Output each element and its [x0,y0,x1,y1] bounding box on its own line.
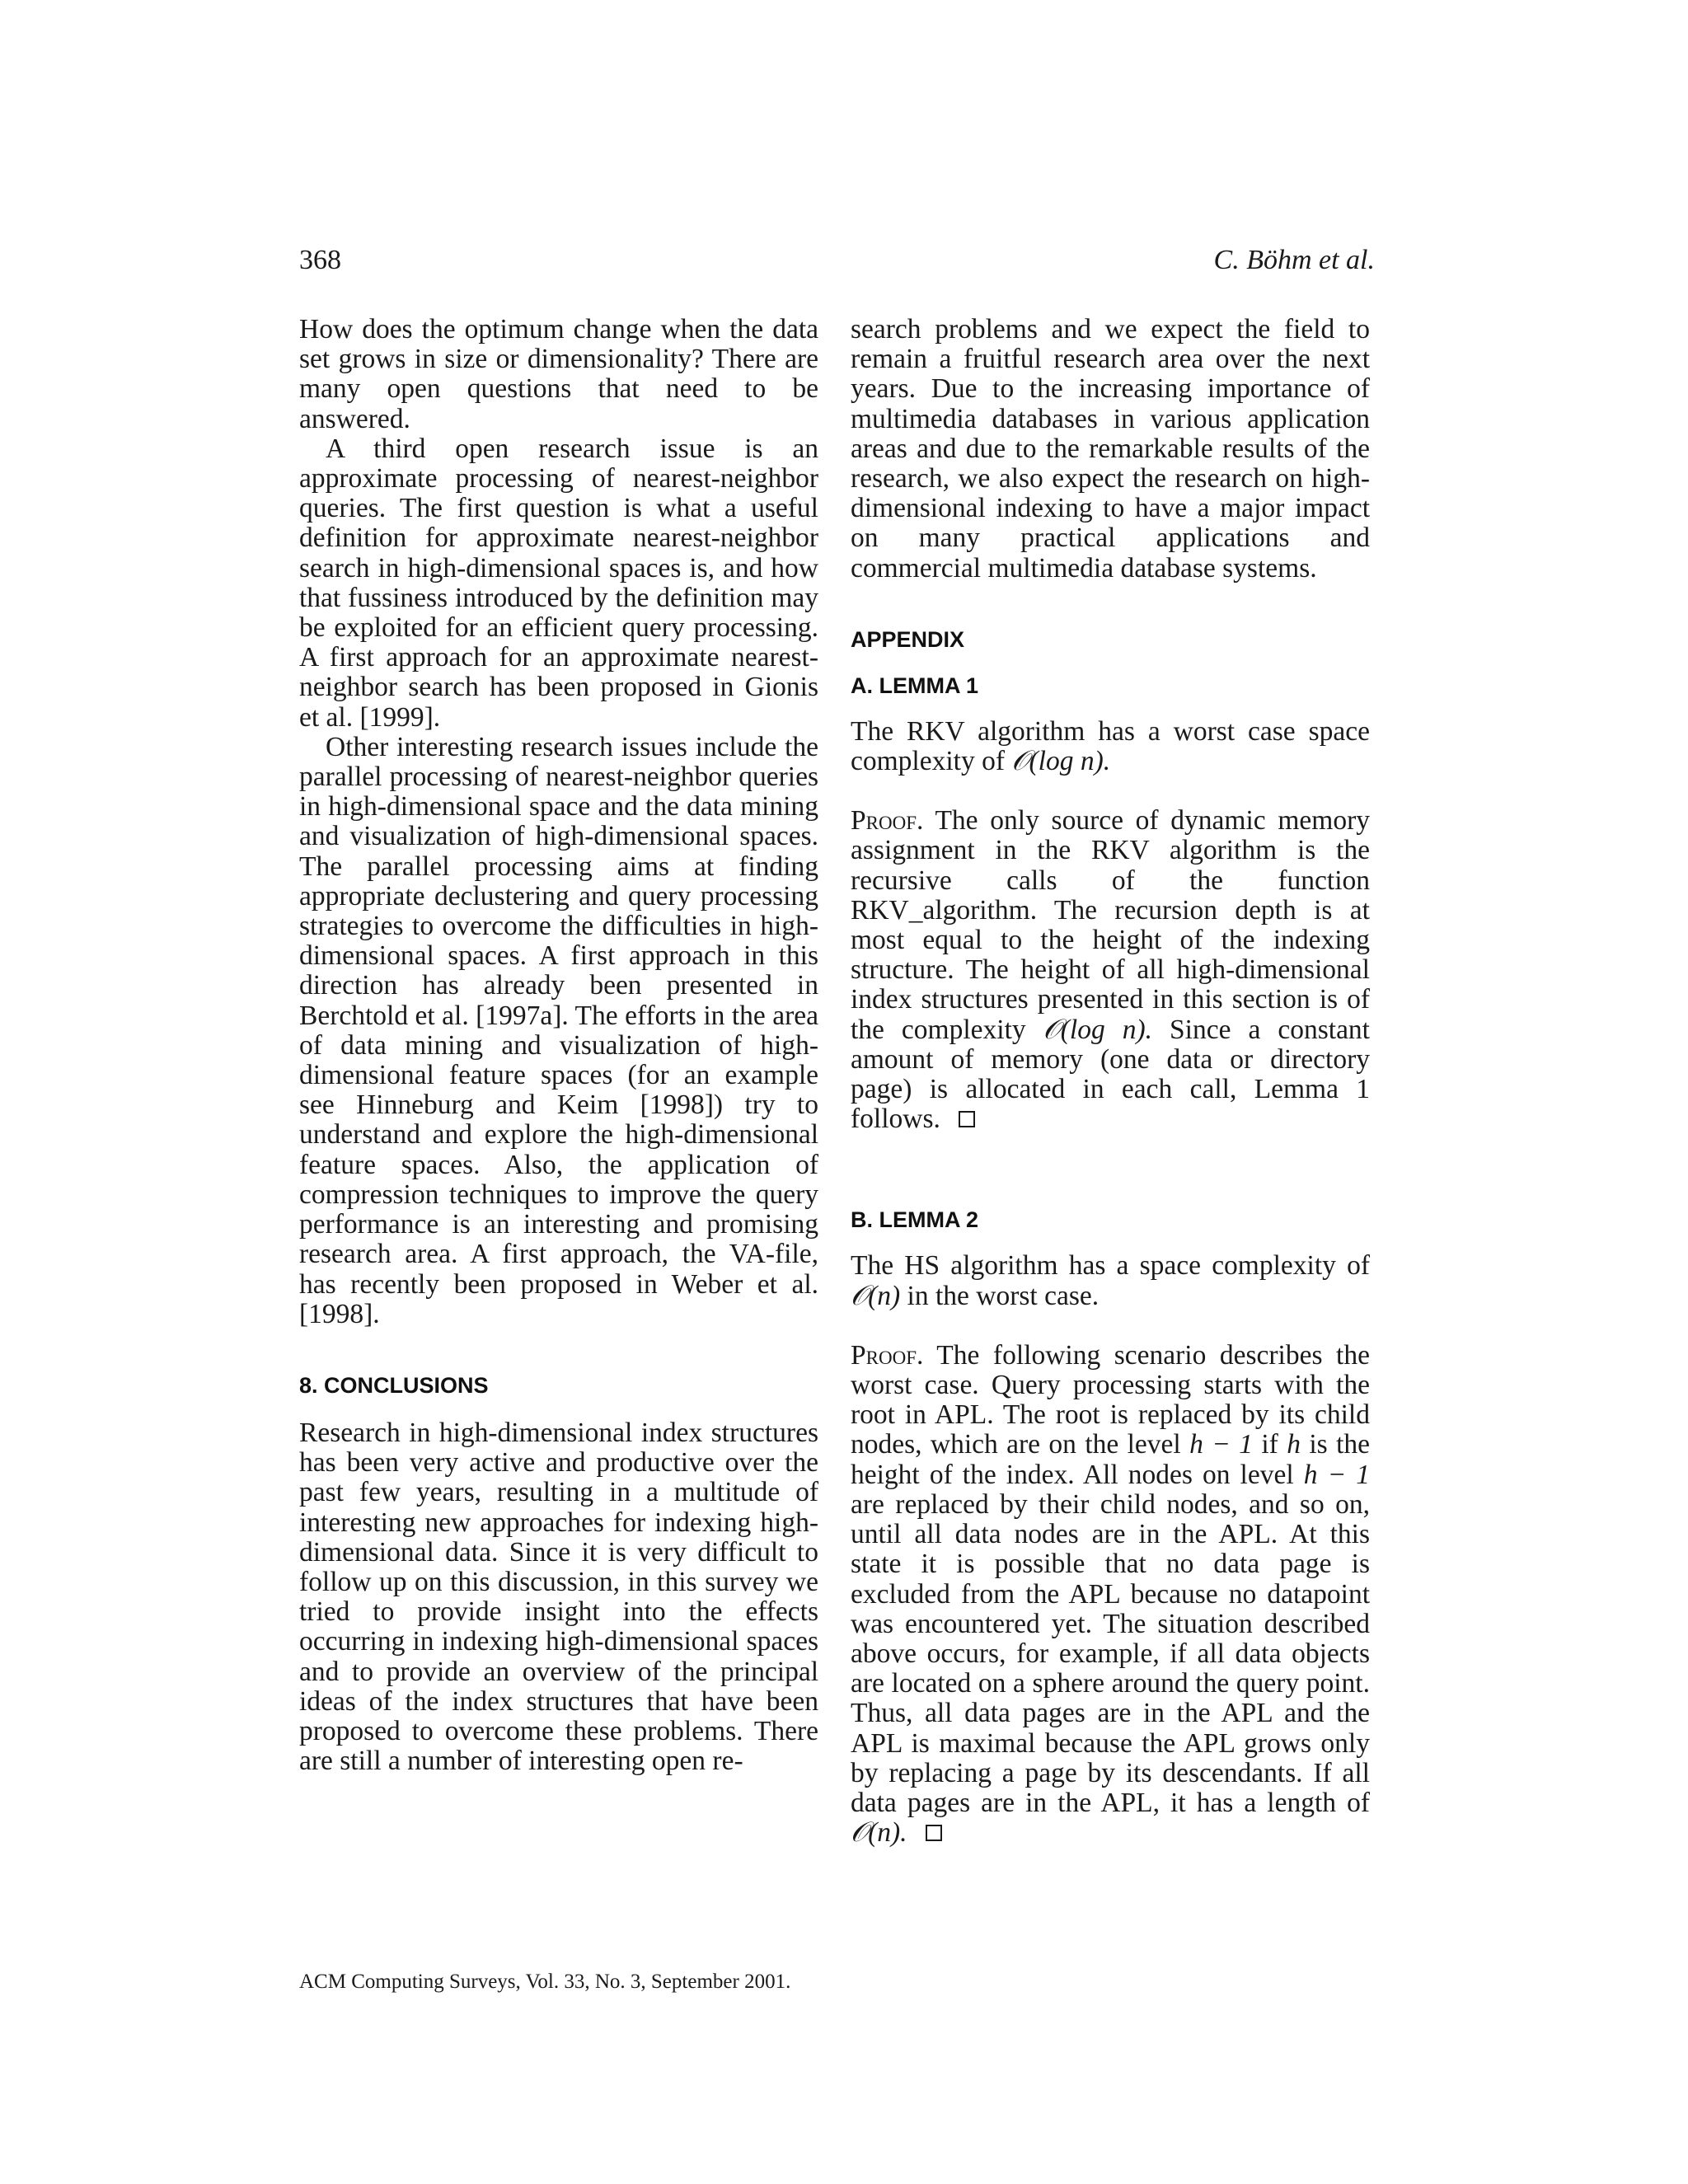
lemma-2-text-b: in the worst case. [900,1280,1100,1311]
page-number: 368 [299,245,341,275]
proof-2-math-d: 𝒪(n). [851,1817,907,1849]
proof-label: Proof. [851,805,924,837]
proof-1-text-a: The only source of dynamic memory assignment in the RKV algorithm is the recursive calls of the function RKV_algorithm. The recursion depth is at most equal to the height of the indexing structure. The height of all high-dimensional index structures presented in this section is of the complexity [851,805,1370,1045]
subsection-heading-lemma-1: A. LEMMA 1 [851,673,978,698]
proof-1-text-b: Since a constant amount of memory (one data or directory page) is allocated in each call, Lemma 1 follows. [851,1014,1370,1135]
proof-2-text-a: The following scenario describes the worst case. Query processing starts with the root in APL. The root is replaced by its child nodes, which are on the level [851,1339,1370,1460]
section-heading-appendix: APPENDIX [851,626,965,652]
qed-square-icon [959,1111,975,1127]
lemma-2-text-a: The HS algorithm has a space complexity of [851,1250,1370,1282]
left-column [299,315,818,1776]
paragraph-approximate-processing: A third open research issue is an approximate processing of nearest-neighbor queries. The first question is what a useful definition for approximate nearest-neighbor search in high-dimensional spaces is, and how that fussiness introduced by the definition may be exploited for an efficient query processing. A first approach for an approximate nearest-neighbor search has been proposed in Gionis et al. [1999]. [299,433,818,733]
lemma-1-text: The RKV algorithm has a worst case space complexity of [851,715,1370,777]
paragraph-other-issues: Other interesting research issues include the parallel processing of nearest-neighbor queries in high-dimensional space and the data mining and visualization of high-dimensional spaces. The parallel processing aims at finding appropriate declustering and query processing strategies to overcome the difficulties in high-dimensional spaces. A first approach in this direction has already been presented in Berchtold et al. [1997a]. The efforts in the area of data mining and visualization of high-dimensional feature spaces (for an example see Hinneburg and Keim [1998]) try to understand and explore the high-dimensional feature spaces. Also, the application of compression techniques to improve the query performance is an interesting and promising research area. A first approach, the VA-file, has recently been proposed in Weber et al. [1998]. [299,731,818,1329]
page-footer: ACM Computing Surveys, Vol. 33, No. 3, September 2001. [299,1971,791,1993]
section-heading-conclusions: 8. CONCLUSIONS [299,1372,489,1398]
proof-2-math-b: h [1287,1429,1301,1460]
lemma-2-statement [851,1251,1370,1310]
paragraph-open-questions: How does the optimum change when the data set grows in size or dimensionality? There are many open questions that need to be answered. [299,314,818,434]
lemma-1-statement [851,717,1370,776]
paragraph-conclusions-continued: search problems and we expect the field to remain a fruitful research area over the next years. Due to the increasing importance of multimedia databases in various application areas and due to the remarkable results of the research, we also expect the research on high-dimensional indexing to have a major impact on many practical applications and commercial multimedia database systems. [851,314,1370,583]
paragraph-conclusions: Research in high-dimensional index structures has been very active and productive over the past few years, resulting in a multitude of interesting new approaches for indexing high-dimensional data. Since it is very difficult to follow up on this discussion, in this survey we tried to provide insight into the effects occurring in indexing high-dimensional spaces and to provide an overview of the principal ideas of the index structures that have been proposed to overcome these problems. There are still a number of interesting open re- [299,1417,818,1777]
proof-2-math-a: h − 1 [1189,1429,1253,1460]
proof-2-math-c: h − 1 [1303,1459,1370,1490]
proof-1 [851,806,1370,1134]
proof-2-text-c: is the height of the index. All nodes on level [851,1429,1370,1490]
subsection-heading-lemma-2: B. LEMMA 2 [851,1207,978,1233]
proof-2 [851,1341,1370,1848]
proof-2-text-b: if [1252,1429,1287,1460]
proof-1-math: 𝒪(log n). [1043,1014,1153,1045]
proof-label: Proof. [851,1339,924,1371]
right-column [851,315,1370,1848]
qed-square-icon [926,1825,942,1841]
lemma-1-math: 𝒪(log n). [1011,746,1111,777]
running-head: C. Böhm et al. [1213,245,1375,275]
lemma-2-math: 𝒪(n) [851,1280,901,1311]
proof-2-text-d: are replaced by their child nodes, and so on, until all data nodes are in the APL. At this state it is possible that no data page is excluded from the APL because no datapoint was encountered yet. The situation described above occurs, for example, if all data objects are located on a sphere around the query point. Thus, all data pages are in the APL and the APL is maximal because the APL grows only by replacing a page by its descendants. If all data pages are in the APL, it has a length of [851,1488,1370,1818]
